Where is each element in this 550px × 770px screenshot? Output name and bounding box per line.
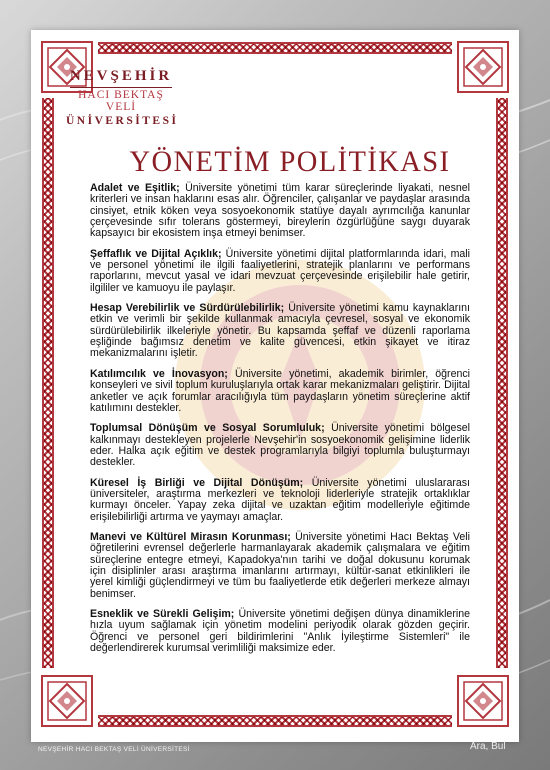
section-heading: Adalet ve Eşitlik; xyxy=(90,182,180,194)
university-logo xyxy=(66,68,179,127)
footer-university-name: NEVŞEHİR HACI BEKTAŞ VELİ ÜNİVERSİTESİ xyxy=(38,746,190,753)
section-text: Üniversite yönetimi, akademik birimler, öğrenci konseyleri ve sivil toplum kuruluşlarıyla ortak karar mekanizmaları geliştirir. Dijital anketler ve açık forumlar aracılığıyla tüm paydaşların yönetim süreçlerine aktif katılımını destekler. xyxy=(90,367,470,414)
ornament-corner-icon xyxy=(456,40,510,94)
section-text: Üniversite yönetimi dijital platformlarında idari, mali ve personel yönetimi ile ilgili faaliyetlerini, stratejik planlarını ve performans raporlarını, mevcut yasal ve idari mevzuat çerçevesinde erişilebilir hale getirir, ilgililer ve kamuoyu ile paylaşır. xyxy=(90,247,470,294)
section-heading: Toplumsal Dönüşüm ve Sosyal Sorumluluk; xyxy=(90,422,325,435)
footer-search-link[interactable]: Ara, Bul xyxy=(470,741,506,752)
section-text: Üniversite yönetimi kamu kaynaklarını etkin ve verimli bir şekilde kullanmak amacıyla çevresel, sosyal ve ekonomik sürdürülebilirlik ilkeleriyle yönetir. Bu kapsamda şeffaf ve düzenli raporlama eşliğinde bağımsız denetim ve kalite güvencesi, etkin şikayet ve itiraz mekanizmalarını işletir. xyxy=(90,302,471,360)
section-heading: Esneklik ve Sürekli Gelişim; xyxy=(90,608,235,620)
policy-section xyxy=(90,478,470,523)
section-text: Üniversite yönetimi Hacı Bektaş Veli öğretilerini evrensel değerlerle harmanlayarak akademik çalışmalara ve eğitim süreçlerine entegre etmeyi, Kapadokya'nın tarihi ve doğal dokusunu korumak için disiplinler arası araştırma imanlarını artırmayı, kültür-sanat etkinlikleri ile yerel kimliği güçlendirmeyi ve tüm bu faaliyetlerde etik değerleri merkeze almayı benimser. xyxy=(90,530,470,600)
frame-left xyxy=(42,98,54,668)
frame-right xyxy=(496,98,508,668)
frame-top xyxy=(98,42,452,54)
section-heading: Küresel İş Birliği ve Dijital Dönüşüm; xyxy=(90,476,304,489)
section-text: Üniversite yönetimi tüm karar süreçlerinde liyakati, nesnel kriterleri ve insan haklarını esas alır. Öğrenciler, çalışanlar ve paydaşlar arasında cinsiyet, etnik köken veya sosyoekonomik statüye dayalı ayrımcılığa kanunlar çerçevesinde sıfır tolerans göstermeyi, bireylerin özgürlüğüne saygı duyarak kapsayıcı bir ekosistem inşa etmeyi benimser. xyxy=(90,182,471,240)
university-name-line2: HACI BEKTAŞ VELİ xyxy=(78,89,164,113)
policy-section xyxy=(90,532,470,600)
section-text: Üniversite yönetimi değişen dünya dinamiklerine hızla uyum sağlamak için yönetim modelini periyodik olarak gözden geçirir. Öğrenci ve personel geri bildirimlerini "Anlık İyileştirme Sistemleri" ile değerlendirerek kurumsal verimliliği maksimize eder. xyxy=(90,608,470,655)
policy-section xyxy=(90,609,470,654)
section-heading: Hesap Verebilirlik ve Sürdürülebilirlik; xyxy=(90,302,285,315)
section-heading: Manevi ve Kültürel Mirasın Korunması; xyxy=(90,530,291,543)
section-text: Üniversite yönetimi bölgesel kalkınmayı destekleyen projelerle Nevşehir'in sosyoekonomik gelişimine liderlik eder. Halka açık eğitim ve destek programlarıyla bilgiyi toplumla buluşturmayı destekler. xyxy=(90,422,470,469)
frame-bottom xyxy=(98,715,452,727)
logo-divider xyxy=(70,87,172,88)
policy-content xyxy=(90,183,470,663)
section-heading: Katılımcılık ve İnovasyon; xyxy=(90,367,228,380)
ornament-corner-icon xyxy=(456,674,510,728)
section-text: Üniversite yönetimi uluslararası üniversiteler, araştırma merkezleri ve teknoloji liderleriyle stratejik ortaklıklar kurmayı önceler. Yapay zeka dijital ve uzaktan eğitim modelleriyle eğitimde erişilebilirliği artırma ve yaymayı amaçlar. xyxy=(90,476,470,523)
section-heading: Şeffaflık ve Dijital Açıklık; xyxy=(90,247,222,260)
policy-section xyxy=(90,303,470,360)
ornament-corner-icon xyxy=(40,674,94,728)
university-name-line1: NEVŞEHİR xyxy=(69,68,173,84)
policy-section xyxy=(90,369,470,414)
policy-section xyxy=(90,423,470,468)
policy-section xyxy=(90,249,470,294)
policy-section xyxy=(90,183,470,240)
page-title: YÖNETİM POLİTİKASI xyxy=(129,145,451,178)
university-name-line3: ÜNİVERSİTESİ xyxy=(66,115,179,127)
